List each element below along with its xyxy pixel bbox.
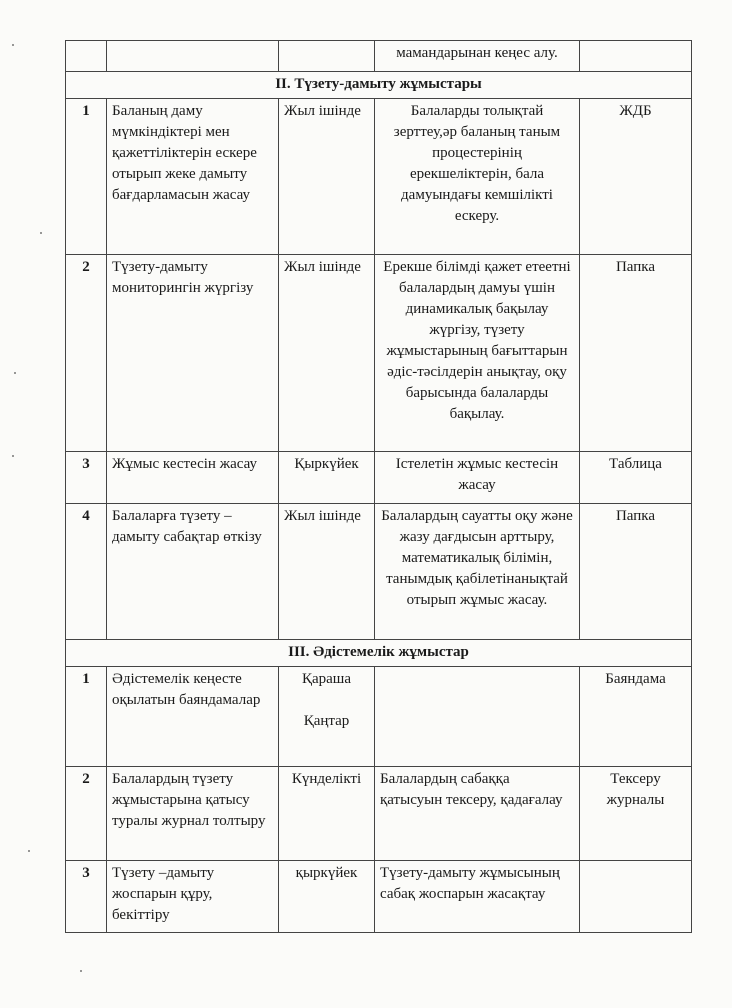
row-activity: Жұмыс кестесін жасау <box>107 452 279 504</box>
row-number: 1 <box>66 667 107 767</box>
table-row <box>66 41 692 72</box>
row-period-first: Қараша <box>301 671 352 687</box>
row-period-cell <box>279 667 375 767</box>
row-period: Жыл ішінде <box>279 255 375 452</box>
row-activity: Әдістемелік кеңесте оқылатын баяндамалар <box>107 667 279 767</box>
row-number <box>66 41 107 72</box>
row-activity: Балаларға түзету – дамыту сабақтар өткізу <box>107 504 279 640</box>
row-result: Баяндама <box>580 667 692 767</box>
section-title-correction: II. Түзету-дамыту жұмыстары <box>66 72 692 99</box>
table-row <box>66 861 692 933</box>
row-result: ЖДБ <box>580 99 692 255</box>
scan-speck <box>40 232 42 234</box>
section-header-row <box>66 640 692 667</box>
row-number: 2 <box>66 255 107 452</box>
row-period: Жыл ішінде <box>279 504 375 640</box>
row-period: Қыркүйек <box>279 452 375 504</box>
row-period: Күнделікті <box>279 767 375 861</box>
row-period: Жыл ішінде <box>279 99 375 255</box>
row-number: 2 <box>66 767 107 861</box>
row-result <box>580 861 692 933</box>
row-result: Папка <box>580 504 692 640</box>
row-activity: Балалардың түзету жұмыстарына қатысу туралы журнал толтыру <box>107 767 279 861</box>
row-description: Істелетін жұмыс кестесін жасау <box>375 452 580 504</box>
scan-speck <box>12 455 14 457</box>
row-period-second: Қаңтар <box>303 713 350 729</box>
row-number: 3 <box>66 861 107 933</box>
scan-speck <box>28 850 30 852</box>
period-gap <box>284 690 369 711</box>
table-row <box>66 667 692 767</box>
row-description <box>375 667 580 767</box>
row-activity: Түзету –дамыту жоспарын құру, бекіттіру <box>107 861 279 933</box>
row-period <box>279 41 375 72</box>
row-description: Балалардың сабаққа қатысуын тексеру, қадағалау <box>375 767 580 861</box>
row-result: Таблица <box>580 452 692 504</box>
row-result: Тексеру журналы <box>580 767 692 861</box>
row-number: 3 <box>66 452 107 504</box>
scan-speck <box>14 372 16 374</box>
table-row <box>66 767 692 861</box>
row-description: Балалардың сауатты оқу және жазу дағдысын арттыру, математикалық білімін, танымдық қабілетінанықтай отырып жұмыс жасау. <box>375 504 580 640</box>
table-row <box>66 504 692 640</box>
row-activity <box>107 41 279 72</box>
table-row <box>66 452 692 504</box>
row-number: 1 <box>66 99 107 255</box>
row-activity: Түзету-дамыту мониторингін жүргізу <box>107 255 279 452</box>
section-title-methodical: III. Әдістемелік жұмыстар <box>66 640 692 667</box>
row-description: Балаларды толықтай зерттеу,әр баланың таным процестерінің ерекшеліктерін, бала дамуындағы кемшілікті ескеру. <box>375 99 580 255</box>
table-row <box>66 255 692 452</box>
table-row <box>66 99 692 255</box>
row-number: 4 <box>66 504 107 640</box>
scan-speck <box>80 970 82 972</box>
row-period: қыркүйек <box>279 861 375 933</box>
row-activity: Баланың даму мүмкіндіктері мен қажеттіліктерін ескере отырып жеке дамыту бағдарламасын жасау <box>107 99 279 255</box>
work-plan-table <box>65 40 692 933</box>
row-result <box>580 41 692 72</box>
row-description: Ерекше білімді қажет етеетні балалардың дамуы үшін динамикалық бақылау жүргізу, түзету жұмыстарының бағыттарын әдіс-тәсілдерін анықтау, оқу барысында балаларды бақылау. <box>375 255 580 452</box>
row-result: Папка <box>580 255 692 452</box>
scan-speck <box>12 44 14 46</box>
row-description: Түзету-дамыту жұмысының сабақ жоспарын жасақтау <box>375 861 580 933</box>
row-description: мамандарынан кеңес алу. <box>375 41 580 72</box>
section-header-row <box>66 72 692 99</box>
